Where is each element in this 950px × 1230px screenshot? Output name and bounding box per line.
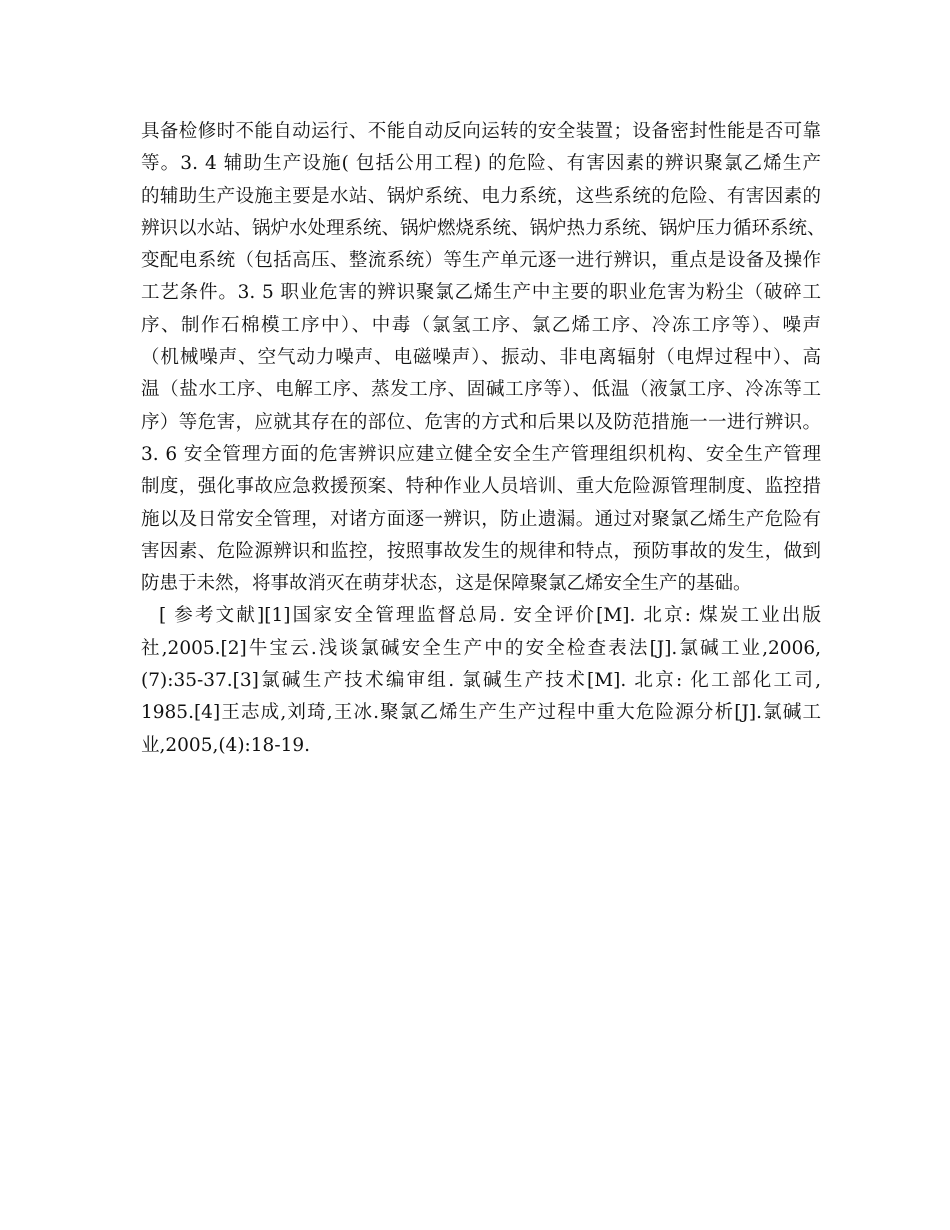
reference-line: 社,2005.[2]牛宝云.浅谈氯碱安全生产中的安全检查表法[J].氯碱工业,2006, [141,637,821,659]
text-line: （机械噪声、空气动力噪声、电磁噪声）、振动、非电离辐射（电焊过程中）、高 [141,347,821,369]
reference-line: [ 参考文献][1]国家安全管理监督总局. 安全评价[M]. 北京: 煤炭工业出版 [159,605,821,627]
text-line: 3. 6 安全管理方面的危害辨识应建立健全安全生产管理组织机构、安全生产管理 [141,443,821,465]
text-line: 的辅助生产设施主要是水站、锅炉系统、电力系统，这些系统的危险、有害因素的 [141,185,821,207]
text-line: 等。3. 4 辅助生产设施( 包括公用工程) 的危险、有害因素的辨识聚氯乙烯生产 [141,153,821,175]
text-line: 温（盐水工序、电解工序、蒸发工序、固碱工序等）、低温（液氯工序、冷冻等工 [141,379,821,401]
reference-line: 业,2005,(4):18-19. [141,734,310,756]
body-text [141,116,826,762]
text-line: 制度，强化事故应急救援预案、特种作业人员培训、重大危险源管理制度、监控措 [141,476,821,498]
text-line: 变配电系统（包括高压、整流系统）等生产单元逐一进行辨识，重点是设备及操作 [141,250,821,272]
reference-line: (7):35-37.[3]氯碱生产技术编审组. 氯碱生产技术[M]. 北京: 化工部化工司, [141,670,821,692]
reference-line: 1985.[4]王志成,刘琦,王冰.聚氯乙烯生产生产过程中重大危险源分析[J].氯碱工 [141,702,821,724]
text-line: 防患于未然，将事故消灭在萌芽状态，这是保障聚氯乙烯安全生产的基础。 [141,573,752,595]
text-line: 辨识以水站、锅炉水处理系统、锅炉燃烧系统、锅炉热力系统、锅炉压力循环系统、 [141,217,826,239]
text-line: 序、制作石棉模工序中）、中毒（氯氢工序、氯乙烯工序、冷冻工序等）、噪声 [141,314,821,336]
text-line: 害因素、危险源辨识和监控，按照事故发生的规律和特点，预防事故的发生，做到 [141,540,821,562]
text-line: 序）等危害，应就其存在的部位、危害的方式和后果以及防范措施一一进行辨识。 [141,411,821,433]
text-line: 工艺条件。3. 5 职业危害的辨识聚氯乙烯生产中主要的职业危害为粉尘（破碎工 [141,282,821,304]
text-line: 具备检修时不能自动运行、不能自动反向运转的安全装置；设备密封性能是否可靠 [141,121,821,142]
text-line: 施以及日常安全管理，对诸方面逐一辨识，防止遗漏。通过对聚氯乙烯生产危险有 [141,508,821,530]
